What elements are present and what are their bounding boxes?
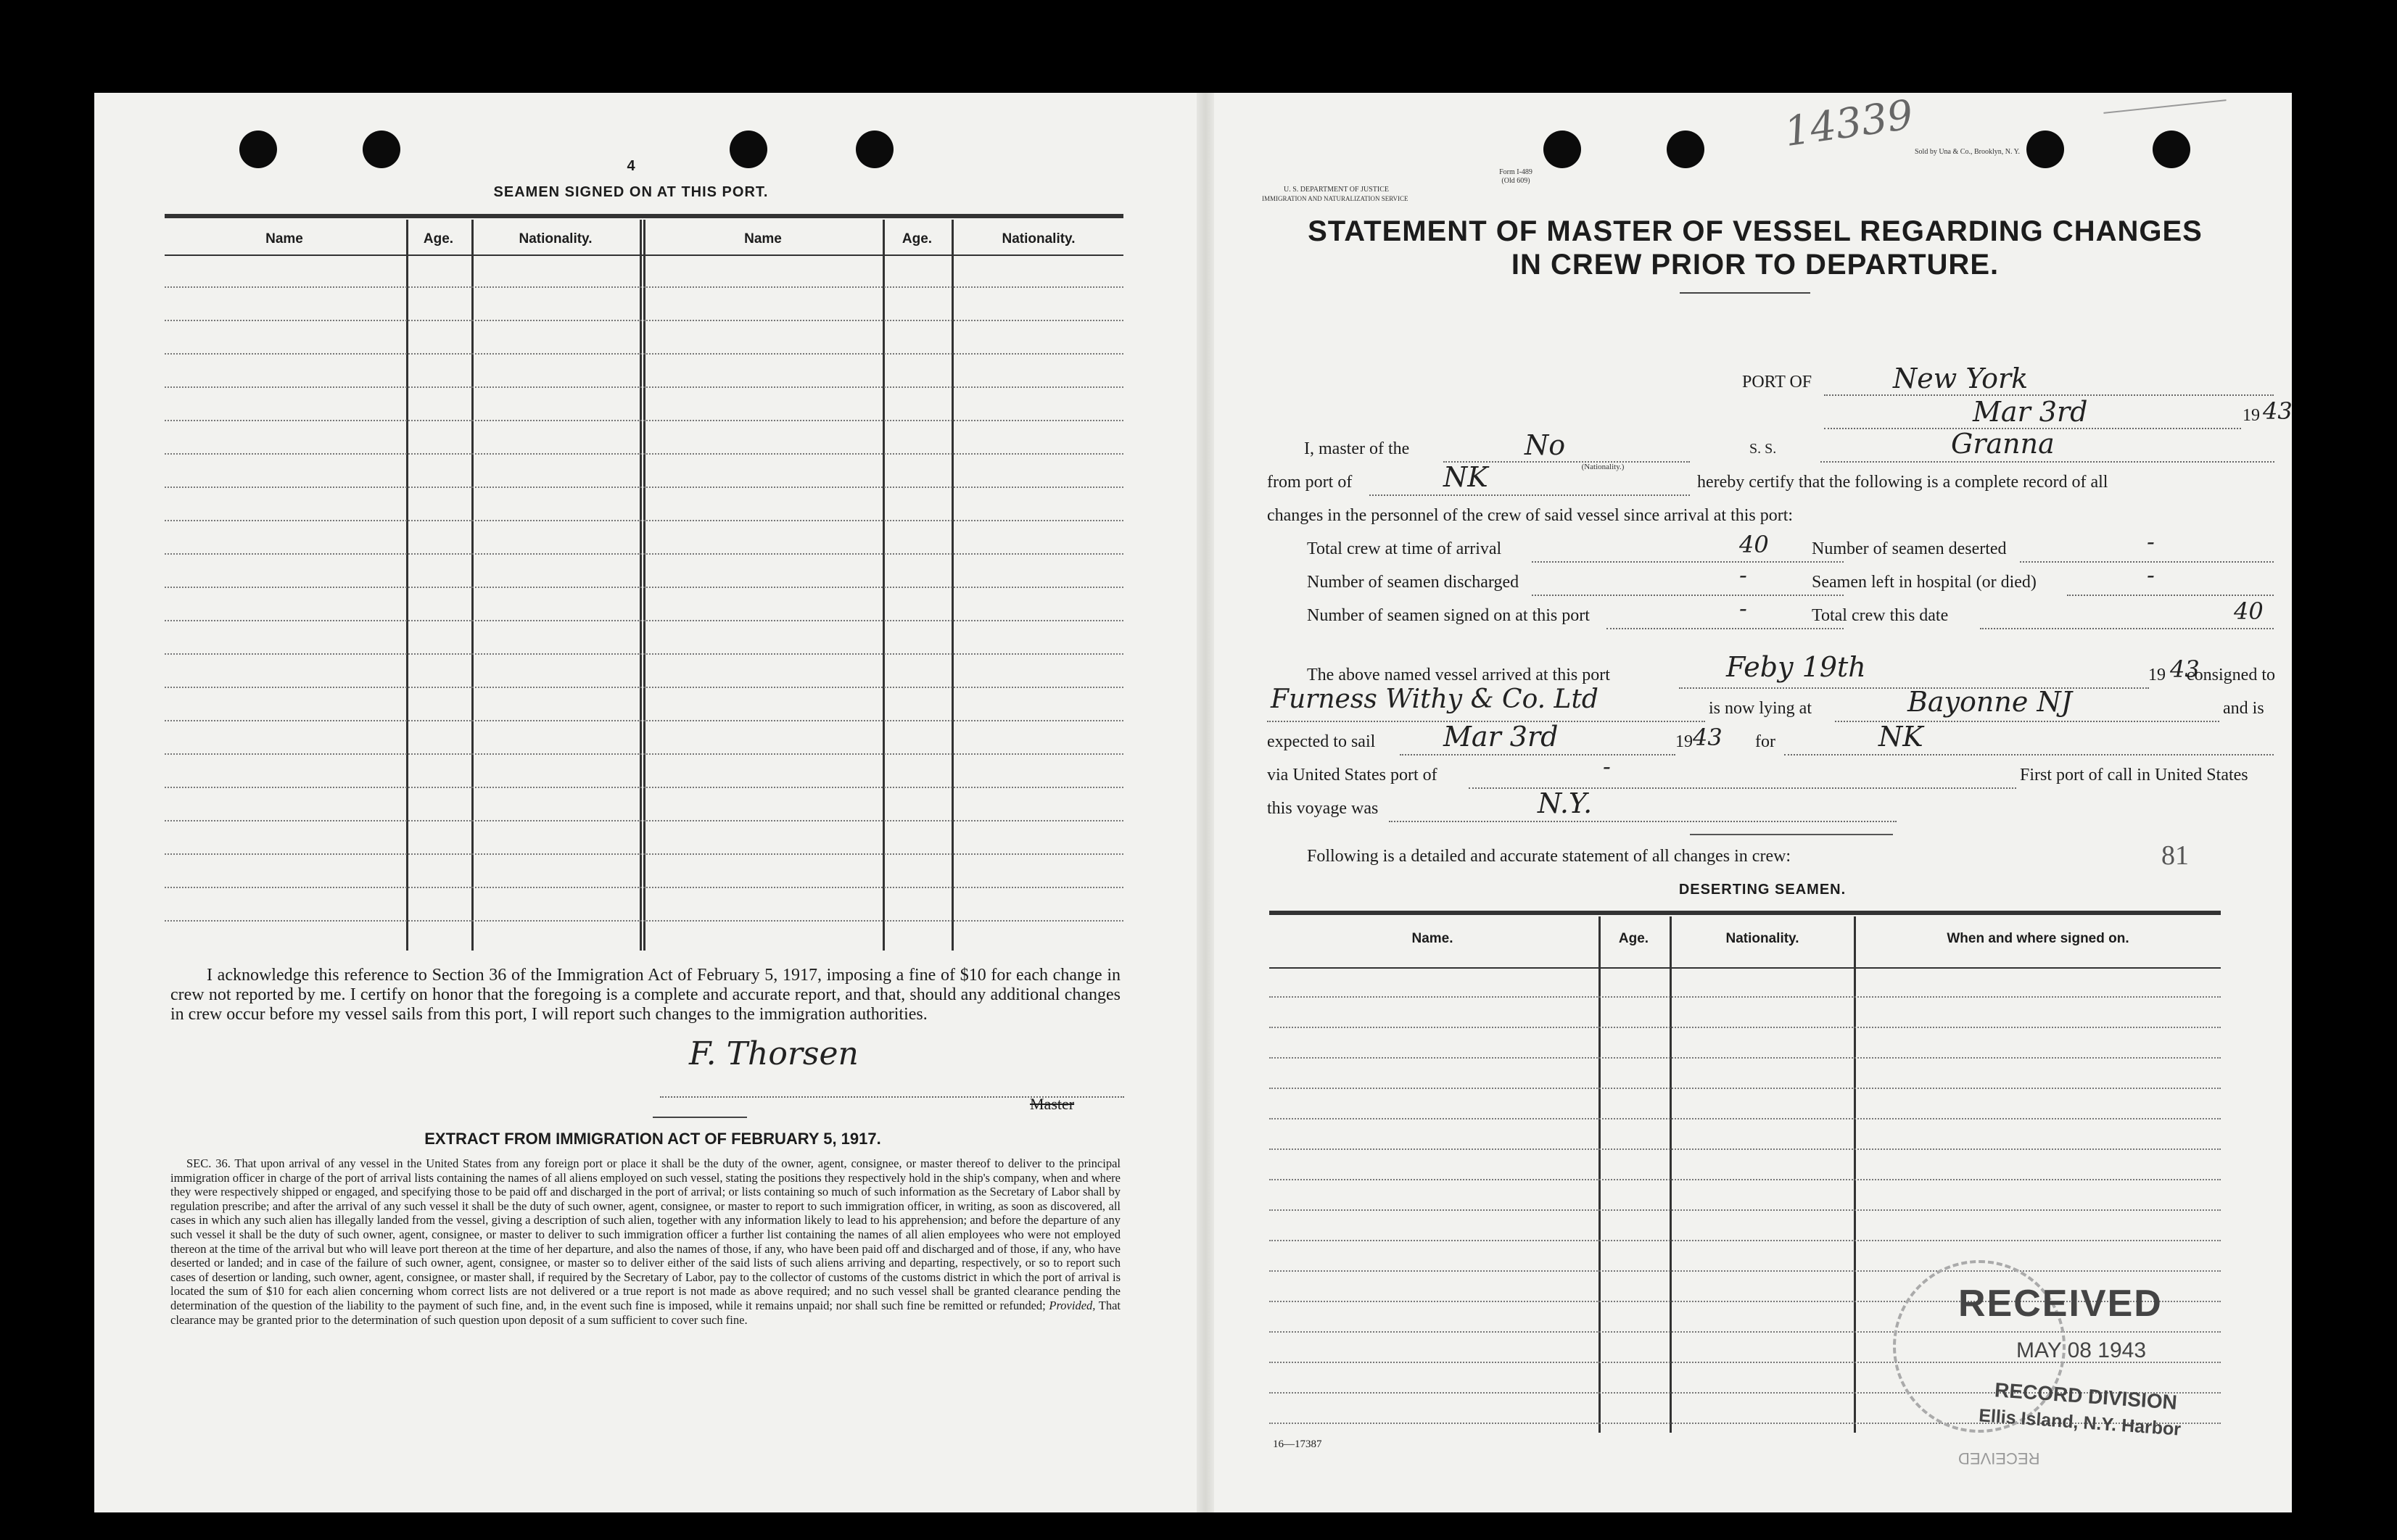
for-value: NK bbox=[1878, 721, 1923, 753]
table-row bbox=[1269, 1118, 2221, 1119]
voyage-value: N.Y. bbox=[1538, 787, 1593, 819]
table-rule bbox=[1269, 967, 2221, 969]
punch-hole bbox=[239, 131, 277, 168]
document-sheet bbox=[94, 93, 2292, 1512]
table-row bbox=[165, 820, 1123, 821]
from-port-label: from port of bbox=[1267, 473, 1353, 492]
ss-label: S. S. bbox=[1749, 441, 1777, 457]
col-header-age: Age. bbox=[902, 231, 933, 247]
table-rule bbox=[165, 214, 1123, 218]
ship-name-value: Granna bbox=[1951, 428, 2055, 460]
table-rule bbox=[1269, 911, 2221, 915]
handwritten-number: 14339 bbox=[1781, 91, 1916, 157]
year-prefix: 19 bbox=[2243, 406, 2260, 425]
consigned-label: consigned to bbox=[2187, 666, 2275, 684]
first-port-label: First port of call in United States bbox=[2020, 766, 2248, 785]
voyage-field bbox=[1389, 799, 1897, 822]
form-old-number: (Old 609) bbox=[1501, 177, 1530, 185]
arrived-value: Feby 19th bbox=[1726, 651, 1866, 683]
discharged-label: Number of seamen discharged bbox=[1307, 573, 1519, 592]
table-divider bbox=[640, 220, 642, 951]
col-header-nationality: Nationality. bbox=[519, 231, 593, 247]
stamp-date: MAY 08 1943 bbox=[2016, 1338, 2147, 1362]
table-row bbox=[165, 753, 1123, 755]
table-row bbox=[165, 320, 1123, 321]
hospital-value: - bbox=[2147, 561, 2155, 589]
discharged-field bbox=[1532, 573, 1844, 596]
department-name: U. S. DEPARTMENT OF JUSTICE bbox=[1284, 186, 1389, 194]
table-row bbox=[165, 553, 1123, 555]
via-label: via United States port of bbox=[1267, 766, 1437, 785]
sold-by-note: Sold by Una & Co., Brooklyn, N. Y. bbox=[1915, 148, 2021, 156]
for-label: for bbox=[1755, 732, 1775, 751]
discharged-value: - bbox=[1739, 561, 1747, 589]
arrived-year-prefix: 19 bbox=[2148, 666, 2166, 684]
page-number: 4 bbox=[627, 158, 635, 174]
col-header-nationality: Nationality. bbox=[1002, 231, 1076, 247]
hospital-field bbox=[2067, 573, 2274, 596]
port-field bbox=[1824, 373, 2274, 396]
col-header-nationality: Nationality. bbox=[1725, 931, 1799, 946]
table-row bbox=[1269, 1088, 2221, 1089]
sail-year-value: 43 bbox=[1693, 724, 1723, 751]
arrived-label: The above named vessel arrived at this port bbox=[1307, 666, 1610, 684]
punch-hole bbox=[363, 131, 400, 168]
total-arrival-field bbox=[1532, 539, 1844, 563]
voyage-label: this voyage was bbox=[1267, 799, 1379, 818]
deserted-label: Number of seamen deserted bbox=[1807, 539, 2011, 559]
table-row bbox=[165, 487, 1123, 488]
service-name: IMMIGRATION AND NATURALIZATION SERVICE bbox=[1262, 195, 1408, 202]
section-label: SEC. 36. bbox=[186, 1156, 231, 1170]
punch-hole bbox=[856, 131, 894, 168]
table-row bbox=[1269, 1027, 2221, 1028]
table-row bbox=[1269, 1179, 2221, 1180]
table-row bbox=[165, 386, 1123, 388]
table-row bbox=[1269, 1057, 2221, 1059]
stamp-division: RECORD DIVISION bbox=[1994, 1378, 2178, 1414]
page-mark: 81 bbox=[2161, 840, 2189, 871]
total-date-value: 40 bbox=[2234, 597, 2264, 625]
stamp-mirror: RECEIVED bbox=[1958, 1449, 2040, 1467]
form-number: Form I-489 bbox=[1499, 168, 1532, 176]
table-row bbox=[165, 520, 1123, 521]
table-row bbox=[165, 920, 1123, 922]
col-header-when-where: When and where signed on. bbox=[1947, 931, 2129, 946]
table-row bbox=[165, 620, 1123, 621]
form-title-line-1: STATEMENT OF MASTER OF VESSEL REGARDING CHANGES bbox=[1308, 215, 2203, 247]
table-row bbox=[165, 587, 1123, 588]
col-header-age: Age. bbox=[1618, 931, 1649, 946]
table-row bbox=[165, 887, 1123, 888]
sail-value: Mar 3rd bbox=[1443, 721, 1559, 753]
total-arrival-value: 40 bbox=[1739, 531, 1769, 558]
certify-text-2: changes in the personnel of the crew of said vessel since arrival at this port: bbox=[1267, 506, 1794, 525]
extract-title: EXTRACT FROM IMMIGRATION ACT OF FEBRUARY 5, 1917. bbox=[424, 1130, 881, 1148]
deserted-value: - bbox=[2147, 528, 2155, 555]
signed-on-table bbox=[165, 214, 1123, 951]
signed-on-value: - bbox=[1739, 595, 1747, 622]
punch-hole bbox=[1543, 131, 1581, 168]
col-header-name: Name bbox=[265, 231, 303, 247]
total-arrival-label: Total crew at time of arrival bbox=[1307, 539, 1502, 558]
nationality-caption: (Nationality.) bbox=[1581, 463, 1625, 471]
separator-rule bbox=[653, 1117, 747, 1118]
following-label: Following is a detailed and accurate statement of all changes in crew: bbox=[1307, 847, 1791, 866]
sail-label: expected to sail bbox=[1267, 732, 1376, 751]
and-is-label: and is bbox=[2223, 699, 2264, 718]
deserting-heading: DESERTING SEAMEN. bbox=[1678, 882, 1847, 898]
title-underline bbox=[1680, 292, 1810, 294]
stamp-title: RECEIVED bbox=[1958, 1283, 2163, 1325]
punch-hole bbox=[730, 131, 767, 168]
master-of-label: I, master of the bbox=[1304, 439, 1410, 458]
form-title-line-2: IN CREW PRIOR TO DEPARTURE. bbox=[1511, 249, 2000, 281]
section-body: That upon arrival of any vessel in the United States from any foreign port or place it shall be the duty of the owner, agent, consignee, or master thereof to deliver to the principal immigration officer in charge of the port of arrival lists containing the names of all aliens employed on such vessel, stating the positions they respectively hold in the ship's company, when and where they were respectively shipped or engaged, and specifying those to be paid off and discharged in the port of arrival; or lists containing so much of such information as the Secretary of Labor shall by regulation prescribe; and after the arrival of any such vessel it shall be the duty of such owner, agent, consignee, or master to report to such immigration officer, in writing, as soon as discovered, all cases in which any such alien has illegally landed from the vessel, giving a description of such alien, together with any information likely to lead to his apprehension; and before the departure of any such vessel it shall be the duty of such owner, agent, consignee, or master to deliver to such immigration officer a further list containing the names of all alien employees who were not employed thereon at the time of the arrival but who will leave port thereon at the time of her departure, and also the names of those, if any, who have been paid off and discharged and of those, if any, who have deserted or landed; and in case of the failure of such owner, agent, consignee, or master so to deliver either of the said lists of such aliens arriving and departing, respectively, or so to report such cases of desertion or landing, such owner, agent, consignee, or master shall, if required by the Secretary of Labor, pay to the collector of customs of the customs district in which the port of arrival is located the sum of $10 for each alien concerning whom correct lists are not delivered or a true report is not made as above required; and no such vessel shall be granted clearance pending the determination of the question of the liability to the payment of such fine, and, in the event such fine is imposed, while it remains unpaid; nor shall such fine be remitted or refunded; bbox=[170, 1156, 1121, 1312]
table-row bbox=[165, 687, 1123, 688]
consignee-value: Furness Withy & Co. Ltd bbox=[1271, 684, 1598, 714]
handwritten-mark bbox=[2103, 99, 2226, 114]
table-row bbox=[165, 420, 1123, 421]
nationality-value: No bbox=[1525, 429, 1566, 461]
certify-text: hereby certify that the following is a complete record of all bbox=[1697, 473, 2108, 492]
table-row bbox=[165, 453, 1123, 455]
via-value: - bbox=[1603, 753, 1611, 780]
stamp-location: Ellis Island, N.Y. Harbor bbox=[1978, 1405, 2182, 1440]
page-fold bbox=[1197, 93, 1214, 1512]
table-divider bbox=[1598, 916, 1601, 1433]
col-header-name: Name bbox=[744, 231, 782, 247]
voyage-rule bbox=[1690, 834, 1893, 835]
table-divider bbox=[883, 220, 885, 951]
signed-on-label: Number of seamen signed on at this port bbox=[1307, 606, 1590, 625]
table-divider bbox=[952, 220, 954, 951]
year-value: 43 bbox=[2263, 397, 2293, 425]
for-field bbox=[1784, 732, 2274, 755]
nationality-field bbox=[1443, 439, 1690, 463]
via-field bbox=[1469, 766, 2016, 789]
table-row bbox=[1269, 1148, 2221, 1150]
punch-hole bbox=[1667, 131, 1704, 168]
table-row bbox=[165, 787, 1123, 788]
form-code: 16—17387 bbox=[1273, 1438, 1322, 1450]
table-row bbox=[165, 653, 1123, 655]
section-36-text bbox=[170, 1156, 1121, 1327]
proviso-label: Provided, bbox=[1049, 1298, 1096, 1312]
col-header-age: Age. bbox=[423, 231, 454, 247]
date-value: Mar 3rd bbox=[1973, 396, 2088, 428]
form-header bbox=[1262, 168, 1625, 203]
total-date-label: Total crew this date bbox=[1807, 606, 1952, 626]
sail-year-prefix: 19 bbox=[1675, 732, 1693, 751]
port-value: New York bbox=[1893, 363, 2029, 394]
col-header-name: Name. bbox=[1411, 931, 1453, 946]
table-divider bbox=[643, 220, 645, 951]
from-port-field bbox=[1369, 473, 1690, 496]
lying-label: is now lying at bbox=[1709, 699, 1812, 718]
table-divider bbox=[406, 220, 408, 951]
table-row bbox=[1269, 996, 2221, 998]
table-divider bbox=[471, 220, 474, 951]
table-row bbox=[165, 353, 1123, 355]
acknowledgement-text: I acknowledge this reference to Section 36 of the Immigration Act of February 5, 1917, imposing a fine of $10 for each change in crew not reported by me. I certify on honor that the foregoing is a complete and accurate report, and that, should any additional changes in crew occur before my vessel sails from this port, I will report such changes to the immigration authorities. bbox=[170, 966, 1121, 1024]
total-date-field bbox=[1980, 606, 2274, 629]
from-port-value: NK bbox=[1443, 461, 1488, 493]
section-tail: That clearance may be granted prior to the determination of such question upon deposit of a sum sufficient to cover such fine. bbox=[170, 1298, 1121, 1327]
received-stamp bbox=[1849, 1209, 2256, 1485]
hospital-label: Seamen left in hospital (or died) bbox=[1807, 573, 2041, 592]
master-signature: F. Thorsen bbox=[689, 1035, 859, 1072]
master-label: Master bbox=[1030, 1095, 1075, 1113]
table-row bbox=[165, 720, 1123, 721]
table-divider bbox=[1670, 916, 1672, 1433]
signed-on-heading: SEAMEN SIGNED ON AT THIS PORT. bbox=[493, 184, 769, 200]
table-row bbox=[165, 853, 1123, 855]
arrived-year-value: 43 bbox=[2170, 655, 2200, 683]
lying-value: Bayonne NJ bbox=[1907, 686, 2072, 718]
port-label: PORT OF bbox=[1742, 373, 1812, 392]
table-row bbox=[165, 286, 1123, 288]
